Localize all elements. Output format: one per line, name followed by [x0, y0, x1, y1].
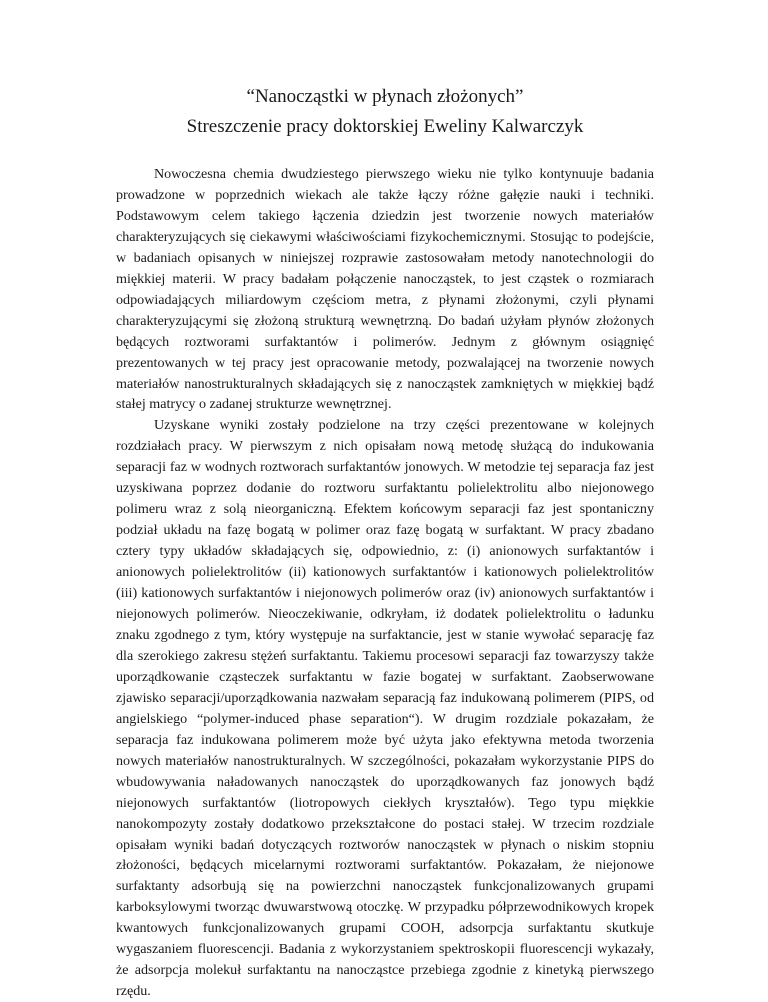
document-subtitle: Streszczenie pracy doktorskiej Eweliny Kalwarczyk [186, 116, 584, 137]
title-block [116, 82, 654, 142]
document-title: “Nanocząstki w płynach złożonych” [246, 86, 524, 107]
document-body [116, 164, 654, 1002]
paragraph-2: Uzyskane wyniki zostały podzielone na trzy części prezentowane w kolejnych rozdziałach pracy. W pierwszym z nich opisałam nową metodę służącą do indukowania separacji faz w wodnych roztworach surfaktantów jonowych. W metodzie tej separacja faz jest uzyskiwana poprzez dodanie do roztworu surfaktantu polielektrolitu albo niejonowego polimeru wraz z solą nieorganiczną. Efektem końcowym separacji faz jest spontaniczny podział układu na fazę bogatą w polimer oraz fazę bogatą w surfaktant. W pracy zbadano cztery typy układów składających się, odpowiednio, z: (i) anionowych surfaktantów i anionowych polielektrolitów (ii) kationowych surfaktantów i kationowych polielektrolitów (iii) kationowych surfaktantów i niejonowych polimerów oraz (iv) anionowych surfaktantów i niejonowych polimerów. Nieoczekiwanie, odkryłam, iż dodatek polielektrolitu o ładunku znaku zgodnego z tym, który występuje na surfaktancie, jest w stanie wywołać separację faz dla szerokiego zakresu stężeń surfaktantu. Takiemu procesowi separacji faz towarzyszy także uporządkowanie cząsteczek surfaktantu w fazie bogatej w surfaktant. Zaobserwowane zjawisko separacji/uporządkowania nazwałam separacją faz indukowaną polimerem (PIPS, od angielskiego “polymer-induced phase separation“). W drugim rozdziale pokazałam, że separacja faz indukowana polimerem może być użyta jako efektywna metoda tworzenia nowych materiałów nanostrukturalnych. W szczególności, pokazałam wykorzystanie PIPS do wbudowywania naładowanych nanocząstek do uporządkowanych faz jonowych bądź niejonowych surfaktantów (liotropowych ciekłych kryształów). Tego typu miękkie nanokompozyty zostały dodatkowo przekształcone do postaci stałej. W trzecim rozdziale opisałam wyniki badań dotyczących roztworów nanocząstek w płynach o niskim stopniu złożoności, będących micelarnymi roztworami surfaktantów. Pokazałam, że niejonowe surfaktanty adsorbują się na powierzchni nanocząstek funkcjonalizowanych grupami karboksylowymi tworząc dwuwarstwową otoczkę. W przypadku półprzewodnikowych kropek kwantowych funkcjonalizowanych grupami COOH, adsorpcja surfaktantu skutkuje wygaszaniem fluorescencji. Badania z wykorzystaniem spektroskopii fluorescencji wykazały, że adsorpcja molekuł surfaktantu na nanocząstce przebiega zgodnie z kinetyką pierwszego rzędu. [116, 417, 654, 1000]
document-page [116, 82, 654, 1002]
paragraph-1: Nowoczesna chemia dwudziestego pierwszego wieku nie tylko kontynuuje badania prowadzone w poprzednich wiekach ale także łączy różne gałęzie nauki i techniki. Podstawowym celem takiego łączenia dziedzin jest tworzenie nowych materiałów charakteryzujących się ciekawymi właściwościami fizykochemicznymi. Stosując to podejście, w badaniach opisanych w niniejszej rozprawie zastosowałam metody nanotechnologii do miękkiej materii. W pracy badałam połączenie nanocząstek, to jest cząstek o rozmiarach odpowiadających miliardowym częściom metra, z płynami złożonymi, czyli płynami charakteryzującymi się złożoną strukturą wewnętrzną. Do badań użyłam płynów złożonych będących roztworami surfaktantów i polimerów. Jednym z głównym osiągnięć prezentowanych w tej pracy jest opracowanie metody, pozwalającej na tworzenie nowych materiałów nanostrukturalnych składających się z nanocząstek zamkniętych w miękkiej bądź stałej matrycy o zadanej strukturze wewnętrznej. [116, 166, 654, 413]
